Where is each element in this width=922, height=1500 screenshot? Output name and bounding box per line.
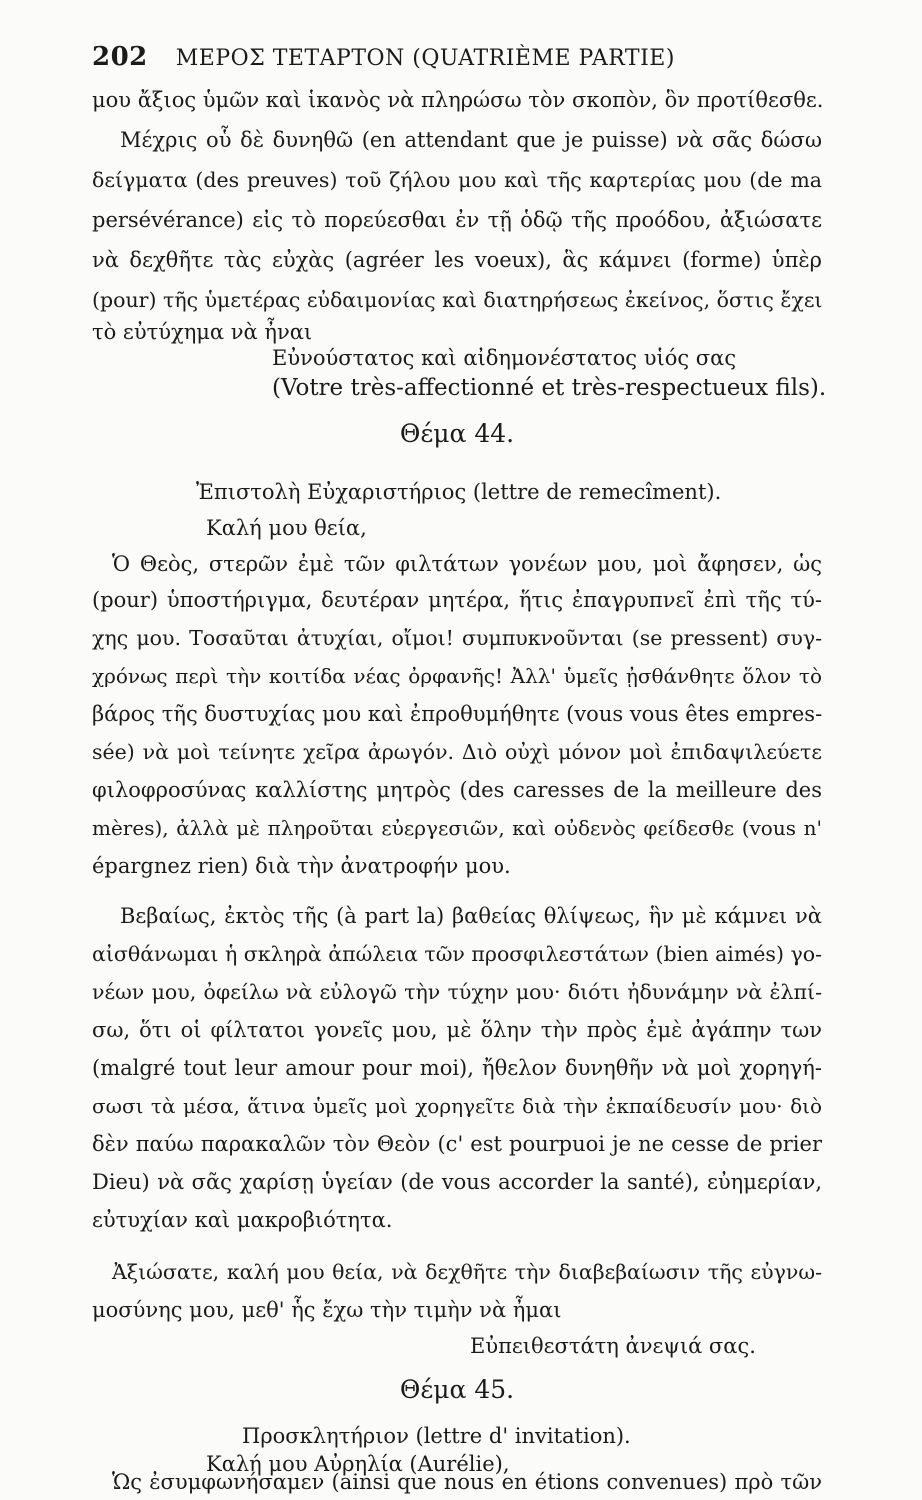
- text-line: (pour) ὑποστήριγμα, δευτέραν μητέρα, ἥτις ἐπαγρυπνεῖ ἐπὶ τῆς τύ-: [92, 588, 822, 612]
- text-line: Ὡς ἐσυμφωνήσαμεν (ainsi que nous en étions convenues) πρὸ τῶν: [112, 1470, 822, 1494]
- section-heading: Θέμα 45.: [399, 1375, 515, 1404]
- signature-line: Εὐνούστατος καὶ αἰδημονέστατος υἱός σας: [272, 346, 737, 370]
- text-line: φιλοφροσύνας καλλίστης μητρὸς (des caresses de la meilleure des: [92, 778, 822, 802]
- text-line: mères), ἀλλὰ μὲ πληροῦται εὐεργεσιῶν, καὶ οὐδενὸς φείδεσθε (vous n': [92, 816, 822, 840]
- text-line: βάρος τῆς δυστυχίας μου καὶ ἐπροθυμήθητε (vous vous êtes empres-: [92, 702, 823, 726]
- text-line: Dieu) νὰ σᾶς χαρίσῃ ὑγείαν (de vous accorder la santé), εὐημερίαν,: [92, 1170, 822, 1194]
- text-line: σωσι τὰ μέσα, ἅτινα ὑμεῖς μοὶ χορηγεῖτε διὰ τὴν ἐκπαίδευσίν μου· διὸ: [92, 1094, 822, 1118]
- text-line: σω, ὅτι οἱ φίλτατοι γονεῖς μου, μὲ ὅλην τὴν πρὸς ἐμὲ ἀγάπην των: [92, 1018, 822, 1042]
- text-line: τὸ εὐτύχημα νὰ ἦναι: [92, 320, 313, 344]
- section-heading: Θέμα 44.: [399, 419, 515, 448]
- text-line: δείγματα (des preuves) τοῦ ζήλου μου καὶ τῆς καρτερίας μου (de ma: [92, 168, 822, 192]
- letter-title: Ἐπιστολὴ Εὐχαριστήριος (lettre de remecîment).: [196, 480, 722, 504]
- text-line: χρόνως περὶ τὴν κοιτίδα νέας ὀρφανῆς! Ἀλλ' ὑμεῖς ᾐσθάνθητε ὅλον τὸ: [92, 664, 822, 688]
- page-number: 202: [92, 42, 148, 72]
- text-line: persévérance) εἰς τὸ πορεύεσθαι ἐν τῇ ὁδῷ τῆς προόδου, ἀξιώσατε: [92, 208, 822, 232]
- text-line: νέων μου, ὀφείλω νὰ εὐλογῶ τὴν τύχην μου· διότι ἠδυνάμην νὰ ἐλπί-: [92, 980, 822, 1004]
- letter-title: Προσκλητήριον (lettre d' invitation).: [242, 1424, 631, 1448]
- text-line: sée) νὰ μοὶ τείνητε χεῖρα ἀρωγόν. Διὸ οὐχὶ μόνον μοὶ ἐπιδαψιλεύετε: [92, 740, 822, 764]
- text-line: νὰ δεχθῆτε τὰς εὐχὰς (agréer les voeux), ἃς κάμνει (forme) ὑπὲρ: [92, 248, 822, 272]
- text-line: épargnez rien) διὰ τὴν ἀνατροφήν μου.: [92, 854, 511, 878]
- running-title: ΜΕΡΟΣ ΤΕΤΑΡΤΟΝ (QUATRIÈME PARTIE): [175, 46, 675, 71]
- text-line: (pour) τῆς ὑμετέρας εὐδαιμονίας καὶ διατηρήσεως ἐκείνος, ὅστις ἔχει: [92, 288, 823, 312]
- signature-translation: (Votre très-affectionné et très-respectueux fils).: [272, 375, 827, 401]
- running-header: [92, 42, 822, 72]
- salutation: Καλή μου θεία,: [206, 516, 367, 540]
- text-line: χης μου. Τοσαῦται ἀτυχίαι, οἴμοι! συμπυκνοῦνται (se pressent) συγ-: [92, 626, 822, 650]
- text-line: μου ἄξιος ὑμῶν καὶ ἱκανὸς νὰ πληρώσω τὸν σκοπὸν, ὃν προτίθεσθε.: [92, 88, 824, 112]
- text-line: Βεβαίως, ἐκτὸς τῆς (à part la) βαθείας θλίψεως, ἣν μὲ κάμνει νὰ: [120, 904, 822, 928]
- text-line: Ἀξιώσατε, καλή μου θεία, νὰ δεχθῆτε τὴν διαβεβαίωσιν τῆς εὐγνω-: [112, 1260, 822, 1284]
- closing-signature: Εὐπειθεστάτη ἀνεψιά σας.: [470, 1334, 756, 1358]
- text-line: αἰσθάνωμαι ἡ σκληρὰ ἀπώλεια τῶν προσφιλεστάτων (bien aimés) γο-: [92, 942, 822, 966]
- text-line: Μέχρις οὗ δὲ δυνηθῶ (en attendant que je puisse) νὰ σᾶς δώσω: [120, 128, 822, 152]
- text-line: Ὁ Θεὸς, στερῶν ἐμὲ τῶν φιλτάτων γονέων μου, μοὶ ἄφησεν, ὡς: [112, 552, 822, 576]
- text-line: εὐτυχίαν καὶ μακροβιότητα.: [92, 1208, 393, 1232]
- text-line: δὲν παύω παρακαλῶν τὸν Θεὸν (c' est pourpuoi je ne cesse de prier: [92, 1132, 822, 1156]
- text-line: (malgré tout leur amour pour moi), ἤθελον δυνηθῆν νὰ μοὶ χορηγή-: [92, 1056, 822, 1080]
- text-line: μοσύνης μου, μεθ' ἧς ἔχω τὴν τιμὴν νὰ ἦμαι: [92, 1298, 562, 1322]
- salutation: Καλή μου Αὐρηλία (Aurélie),: [206, 1452, 510, 1476]
